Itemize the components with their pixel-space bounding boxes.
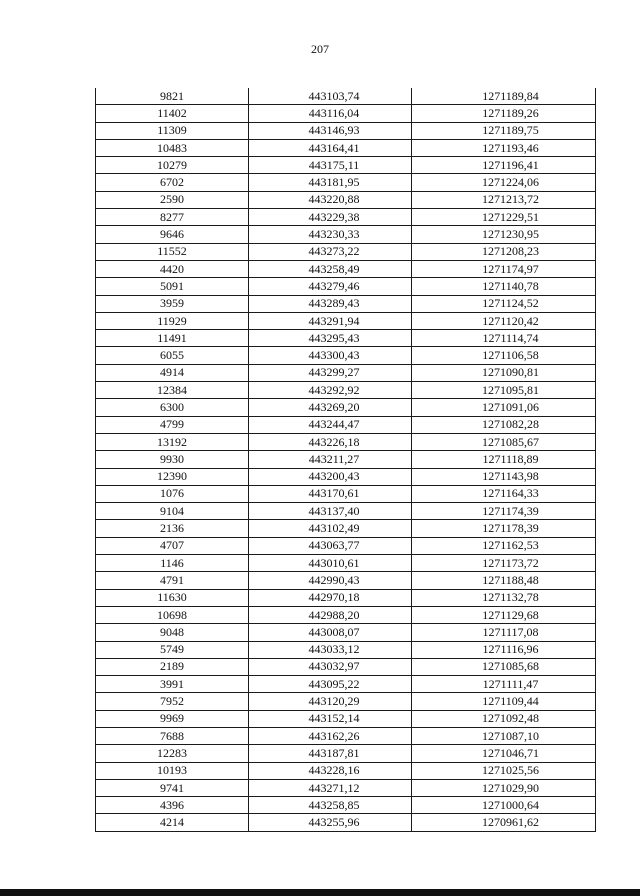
x-coordinate-cell: 443187,81 bbox=[249, 745, 412, 762]
y-coordinate-cell: 1271229,51 bbox=[412, 209, 596, 226]
x-coordinate-cell: 443292,92 bbox=[249, 382, 412, 399]
y-coordinate-cell: 1271140,78 bbox=[412, 278, 596, 295]
point-number-cell: 11929 bbox=[96, 312, 249, 329]
point-number-cell: 11630 bbox=[96, 589, 249, 606]
table-row bbox=[96, 139, 596, 156]
point-number-cell: 12384 bbox=[96, 382, 249, 399]
table-row bbox=[96, 243, 596, 260]
x-coordinate-cell: 442990,43 bbox=[249, 572, 412, 589]
point-number-cell: 9741 bbox=[96, 779, 249, 796]
y-coordinate-cell: 1271091,06 bbox=[412, 399, 596, 416]
x-coordinate-cell: 443244,47 bbox=[249, 416, 412, 433]
y-coordinate-cell: 1271193,46 bbox=[412, 139, 596, 156]
point-number-cell: 9821 bbox=[96, 88, 249, 105]
table-row bbox=[96, 88, 596, 105]
x-coordinate-cell: 443033,12 bbox=[249, 641, 412, 658]
table-row bbox=[96, 347, 596, 364]
table-row bbox=[96, 295, 596, 312]
y-coordinate-cell: 1271085,67 bbox=[412, 433, 596, 450]
x-coordinate-cell: 443226,18 bbox=[249, 433, 412, 450]
point-number-cell: 4914 bbox=[96, 364, 249, 381]
x-coordinate-cell: 443010,61 bbox=[249, 555, 412, 572]
x-coordinate-cell: 442970,18 bbox=[249, 589, 412, 606]
y-coordinate-cell: 1271000,64 bbox=[412, 797, 596, 814]
table-row bbox=[96, 520, 596, 537]
y-coordinate-cell: 1271109,44 bbox=[412, 693, 596, 710]
y-coordinate-cell: 1271196,41 bbox=[412, 157, 596, 174]
point-number-cell: 11309 bbox=[96, 122, 249, 139]
table-row bbox=[96, 537, 596, 554]
y-coordinate-cell: 1271025,56 bbox=[412, 762, 596, 779]
y-coordinate-cell: 1271162,53 bbox=[412, 537, 596, 554]
x-coordinate-cell: 443269,20 bbox=[249, 399, 412, 416]
table-row bbox=[96, 797, 596, 814]
x-coordinate-cell: 443008,07 bbox=[249, 624, 412, 641]
coordinates-table bbox=[95, 88, 596, 832]
table-row bbox=[96, 555, 596, 572]
point-number-cell: 9646 bbox=[96, 226, 249, 243]
y-coordinate-cell: 1271230,95 bbox=[412, 226, 596, 243]
point-number-cell: 13192 bbox=[96, 433, 249, 450]
table-row bbox=[96, 503, 596, 520]
x-coordinate-cell: 443228,16 bbox=[249, 762, 412, 779]
point-number-cell: 6702 bbox=[96, 174, 249, 191]
point-number-cell: 5091 bbox=[96, 278, 249, 295]
point-number-cell: 3991 bbox=[96, 676, 249, 693]
x-coordinate-cell: 443170,61 bbox=[249, 485, 412, 502]
table-row bbox=[96, 399, 596, 416]
table-row bbox=[96, 451, 596, 468]
table-row bbox=[96, 676, 596, 693]
point-number-cell: 4420 bbox=[96, 260, 249, 277]
table-row bbox=[96, 589, 596, 606]
x-coordinate-cell: 443137,40 bbox=[249, 503, 412, 520]
x-coordinate-cell: 443300,43 bbox=[249, 347, 412, 364]
point-number-cell: 11402 bbox=[96, 105, 249, 122]
x-coordinate-cell: 443299,27 bbox=[249, 364, 412, 381]
y-coordinate-cell: 1271116,96 bbox=[412, 641, 596, 658]
page-number: 207 bbox=[311, 42, 329, 56]
point-number-cell: 1146 bbox=[96, 555, 249, 572]
x-coordinate-cell: 443258,85 bbox=[249, 797, 412, 814]
point-number-cell: 4214 bbox=[96, 814, 249, 831]
point-number-cell: 4791 bbox=[96, 572, 249, 589]
x-coordinate-cell: 443181,95 bbox=[249, 174, 412, 191]
y-coordinate-cell: 1271092,48 bbox=[412, 710, 596, 727]
y-coordinate-cell: 1271189,84 bbox=[412, 88, 596, 105]
y-coordinate-cell: 1271174,97 bbox=[412, 260, 596, 277]
table-row bbox=[96, 606, 596, 623]
table-row bbox=[96, 710, 596, 727]
table-row bbox=[96, 814, 596, 831]
y-coordinate-cell: 1271111,47 bbox=[412, 676, 596, 693]
point-number-cell: 10483 bbox=[96, 139, 249, 156]
y-coordinate-cell: 1271178,39 bbox=[412, 520, 596, 537]
x-coordinate-cell: 443120,29 bbox=[249, 693, 412, 710]
table-row bbox=[96, 624, 596, 641]
point-number-cell: 6055 bbox=[96, 347, 249, 364]
table-row bbox=[96, 641, 596, 658]
table-row bbox=[96, 416, 596, 433]
y-coordinate-cell: 1271173,72 bbox=[412, 555, 596, 572]
x-coordinate-cell: 443255,96 bbox=[249, 814, 412, 831]
table-row bbox=[96, 433, 596, 450]
point-number-cell: 7952 bbox=[96, 693, 249, 710]
y-coordinate-cell: 1271132,78 bbox=[412, 589, 596, 606]
table-row bbox=[96, 727, 596, 744]
point-number-cell: 4799 bbox=[96, 416, 249, 433]
x-coordinate-cell: 443103,74 bbox=[249, 88, 412, 105]
point-number-cell: 9930 bbox=[96, 451, 249, 468]
point-number-cell: 9969 bbox=[96, 710, 249, 727]
y-coordinate-cell: 1271124,52 bbox=[412, 295, 596, 312]
table-row bbox=[96, 693, 596, 710]
x-coordinate-cell: 442988,20 bbox=[249, 606, 412, 623]
y-coordinate-cell: 1271189,26 bbox=[412, 105, 596, 122]
y-coordinate-cell: 1271174,39 bbox=[412, 503, 596, 520]
point-number-cell: 3959 bbox=[96, 295, 249, 312]
x-coordinate-cell: 443095,22 bbox=[249, 676, 412, 693]
table-row bbox=[96, 779, 596, 796]
y-coordinate-cell: 1271087,10 bbox=[412, 727, 596, 744]
table-row bbox=[96, 312, 596, 329]
y-coordinate-cell: 1270961,62 bbox=[412, 814, 596, 831]
y-coordinate-cell: 1271164,33 bbox=[412, 485, 596, 502]
x-coordinate-cell: 443164,41 bbox=[249, 139, 412, 156]
y-coordinate-cell: 1271189,75 bbox=[412, 122, 596, 139]
point-number-cell: 10279 bbox=[96, 157, 249, 174]
point-number-cell: 11552 bbox=[96, 243, 249, 260]
scan-edge-bar bbox=[0, 889, 640, 896]
point-number-cell: 12390 bbox=[96, 468, 249, 485]
point-number-cell: 7688 bbox=[96, 727, 249, 744]
coordinates-table-body bbox=[96, 88, 596, 831]
point-number-cell: 2189 bbox=[96, 658, 249, 675]
table-row bbox=[96, 658, 596, 675]
table-row bbox=[96, 209, 596, 226]
point-number-cell: 6300 bbox=[96, 399, 249, 416]
x-coordinate-cell: 443258,49 bbox=[249, 260, 412, 277]
y-coordinate-cell: 1271118,89 bbox=[412, 451, 596, 468]
x-coordinate-cell: 443162,26 bbox=[249, 727, 412, 744]
point-number-cell: 12283 bbox=[96, 745, 249, 762]
table-row bbox=[96, 122, 596, 139]
table-row bbox=[96, 762, 596, 779]
x-coordinate-cell: 443102,49 bbox=[249, 520, 412, 537]
x-coordinate-cell: 443175,11 bbox=[249, 157, 412, 174]
y-coordinate-cell: 1271213,72 bbox=[412, 191, 596, 208]
y-coordinate-cell: 1271114,74 bbox=[412, 330, 596, 347]
y-coordinate-cell: 1271095,81 bbox=[412, 382, 596, 399]
point-number-cell: 11491 bbox=[96, 330, 249, 347]
table-row bbox=[96, 745, 596, 762]
x-coordinate-cell: 443211,27 bbox=[249, 451, 412, 468]
table-row bbox=[96, 157, 596, 174]
point-number-cell: 10193 bbox=[96, 762, 249, 779]
x-coordinate-cell: 443271,12 bbox=[249, 779, 412, 796]
point-number-cell: 4707 bbox=[96, 537, 249, 554]
table-row bbox=[96, 278, 596, 295]
x-coordinate-cell: 443230,33 bbox=[249, 226, 412, 243]
x-coordinate-cell: 443273,22 bbox=[249, 243, 412, 260]
table-row bbox=[96, 468, 596, 485]
x-coordinate-cell: 443229,38 bbox=[249, 209, 412, 226]
y-coordinate-cell: 1271082,28 bbox=[412, 416, 596, 433]
y-coordinate-cell: 1271117,08 bbox=[412, 624, 596, 641]
point-number-cell: 2136 bbox=[96, 520, 249, 537]
y-coordinate-cell: 1271208,23 bbox=[412, 243, 596, 260]
x-coordinate-cell: 443291,94 bbox=[249, 312, 412, 329]
point-number-cell: 8277 bbox=[96, 209, 249, 226]
table-row bbox=[96, 364, 596, 381]
x-coordinate-cell: 443295,43 bbox=[249, 330, 412, 347]
y-coordinate-cell: 1271224,06 bbox=[412, 174, 596, 191]
y-coordinate-cell: 1271090,81 bbox=[412, 364, 596, 381]
y-coordinate-cell: 1271143,98 bbox=[412, 468, 596, 485]
y-coordinate-cell: 1271029,90 bbox=[412, 779, 596, 796]
x-coordinate-cell: 443289,43 bbox=[249, 295, 412, 312]
x-coordinate-cell: 443220,88 bbox=[249, 191, 412, 208]
table-row bbox=[96, 330, 596, 347]
table-row bbox=[96, 191, 596, 208]
table-row bbox=[96, 226, 596, 243]
table-row bbox=[96, 485, 596, 502]
y-coordinate-cell: 1271046,71 bbox=[412, 745, 596, 762]
table-row bbox=[96, 105, 596, 122]
point-number-cell: 5749 bbox=[96, 641, 249, 658]
x-coordinate-cell: 443146,93 bbox=[249, 122, 412, 139]
y-coordinate-cell: 1271129,68 bbox=[412, 606, 596, 623]
table-row bbox=[96, 382, 596, 399]
x-coordinate-cell: 443200,43 bbox=[249, 468, 412, 485]
y-coordinate-cell: 1271188,48 bbox=[412, 572, 596, 589]
x-coordinate-cell: 443279,46 bbox=[249, 278, 412, 295]
y-coordinate-cell: 1271106,58 bbox=[412, 347, 596, 364]
x-coordinate-cell: 443063,77 bbox=[249, 537, 412, 554]
table-row bbox=[96, 174, 596, 191]
point-number-cell: 10698 bbox=[96, 606, 249, 623]
point-number-cell: 9048 bbox=[96, 624, 249, 641]
y-coordinate-cell: 1271120,42 bbox=[412, 312, 596, 329]
table-row bbox=[96, 572, 596, 589]
point-number-cell: 1076 bbox=[96, 485, 249, 502]
point-number-cell: 4396 bbox=[96, 797, 249, 814]
point-number-cell: 9104 bbox=[96, 503, 249, 520]
point-number-cell: 2590 bbox=[96, 191, 249, 208]
x-coordinate-cell: 443032,97 bbox=[249, 658, 412, 675]
y-coordinate-cell: 1271085,68 bbox=[412, 658, 596, 675]
table-row bbox=[96, 260, 596, 277]
x-coordinate-cell: 443152,14 bbox=[249, 710, 412, 727]
x-coordinate-cell: 443116,04 bbox=[249, 105, 412, 122]
